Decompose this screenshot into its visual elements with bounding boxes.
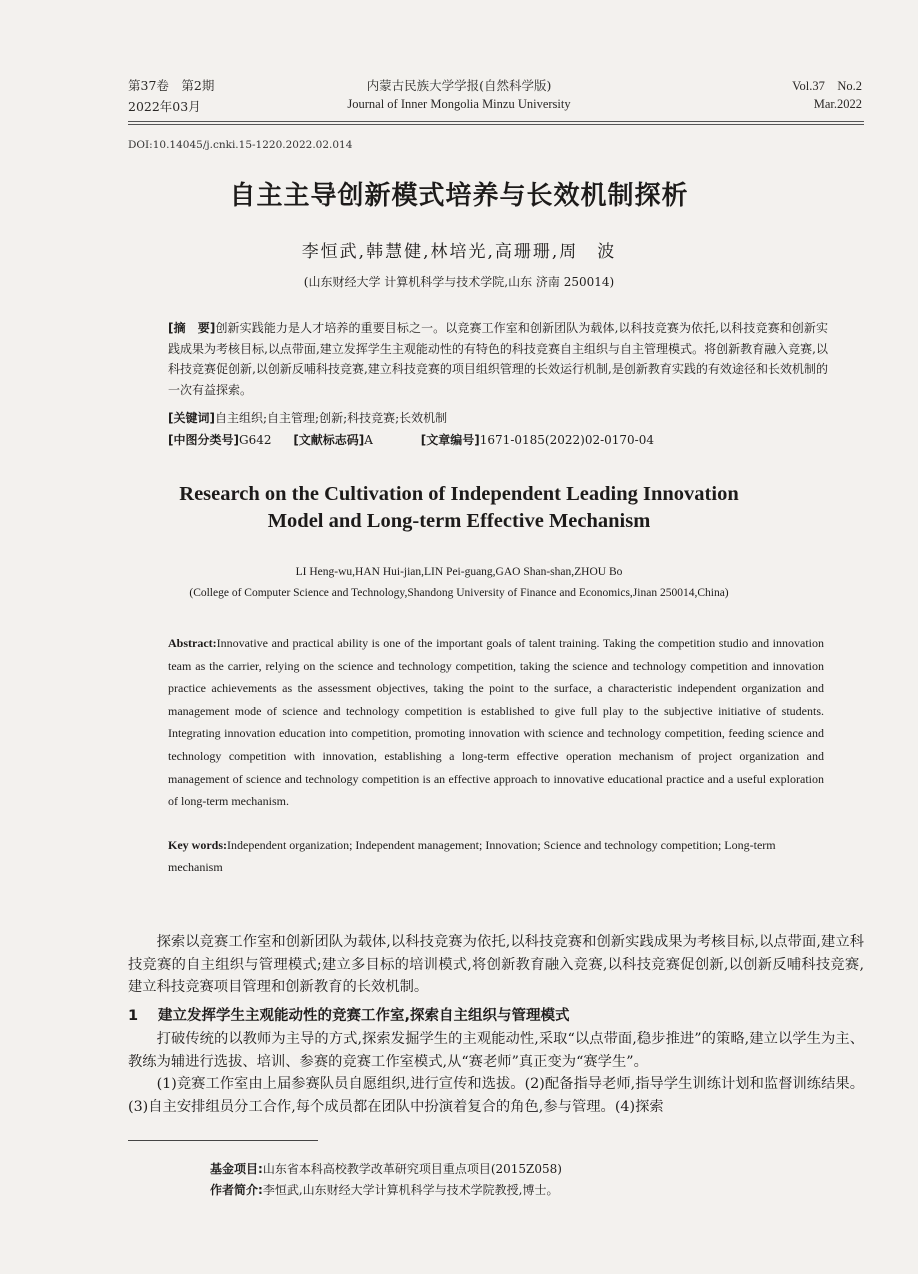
keywords-en-text: Independent organization; Independent management; Innovation; Science and technology competition; Long-term mechanism [168,838,776,874]
keywords-cn-text: 自主组织;自主管理;创新;科技竞赛;长效机制 [214,411,448,425]
header-rule-top [128,121,864,122]
section-title: 建立发挥学生主观能动性的竞赛工作室,探索自主组织与管理模式 [158,1008,570,1024]
title-en-line1: Research on the Cultivation of Independent Leading Innovation [179,483,739,505]
author-bio-label: 作者简介: [210,1183,263,1197]
keywords-en-label: Key words: [168,838,227,852]
header-volume-en: Vol.37 No.2 [792,79,862,93]
paragraph-1: 打破传统的以教师为主导的方式,探索发掘学生的主观能动性,采取“以点带面,稳步推进”的策略,建立以学生为主、教练为辅进行选拔、培训、参赛的竞赛工作室模式,从“赛老师”真正变为“赛学生”。 [128,1031,864,1070]
classification-row [168,431,654,448]
header-rule-bottom [128,124,864,125]
header-date-en: Mar.2022 [813,97,862,111]
abstract-en [168,632,824,813]
abstract-cn-text: 创新实践能力是人才培养的重要目标之一。以竞赛工作室和创新团队为载体,以科技竞赛为依托,以科技竞赛和创新实践成果为考核目标,以点带面,建立发挥学生主观能动性的有特色的科技竞赛自主组织与自主管理模式。将创新教育融入竞赛,以科技竞赛促创新,以创新反哺科技竞赛,建立科技竞赛的项目组织管理的长效运行机制,是创新教育实践的有效途径和长效机制的一次有益探索。 [168,321,828,397]
paragraph-2: (1)竞赛工作室由上届参赛队员自愿组织,进行宣传和选拔。(2)配备指导老师,指导学生训练计划和监督训练结果。(3)自主安排组员分工合作,每个成员都在团队中扮演着复合的角色,参与管理。(4)探索 [128,1076,864,1115]
authors-cn: 李恒武,韩慧健,林培光,高珊珊,周 波 [301,242,617,262]
fund-text: 山东省本科高校教学改革研究项目重点项目(2015Z058) [262,1162,562,1176]
intro-paragraph: 探索以竞赛工作室和创新团队为载体,以科技竞赛为依托,以科技竞赛和创新实践成果为考核目标,以点带面,建立科技竞赛的自主组织与管理模式;建立多目标的培训模式,将创新教育融入竞赛,以科技竞赛促创新,以创新反哺科技竞赛,建立科技竞赛项目管理和创新教育的长效机制。 [128,934,864,995]
footnote-rule [128,1140,318,1141]
abstract-cn [168,318,828,400]
doc-code-label: [文献标志码] [293,433,365,447]
article-no-label: [文章编号] [420,433,480,447]
affiliation-en: (College of Computer Science and Technology,Shandong University of Finance and Economics,Jinan 250014,China) [189,587,729,599]
header-volume-cn: 第37卷 第2期 [128,78,215,93]
authors-en: LI Heng-wu,HAN Hui-jian,LIN Pei-guang,GAO Shan-shan,ZHOU Bo [295,566,623,578]
section-number: 1 [128,1008,139,1024]
body-section-1 [128,1028,864,1118]
doc-code-value: A [364,433,373,447]
section-heading-1 [128,1004,570,1025]
header-journal-en: Journal of Inner Mongolia Minzu University [347,97,571,111]
abstract-cn-label: [摘 要] [168,321,216,335]
article-no-value: 1671-0185(2022)02-0170-04 [479,433,655,447]
footnote-author [210,1181,558,1198]
body-intro [128,931,864,999]
keywords-en [168,834,824,878]
header-date-cn: 2022年03月 [128,99,201,114]
fund-label: 基金项目: [210,1162,263,1176]
doi: DOI:10.14045/j.cnki.15-1220.2022.02.014 [128,139,353,151]
keywords-cn-label: [关键词] [168,411,215,425]
author-bio-text: 李恒武,山东财经大学计算机科学与技术学院教授,博士。 [262,1183,559,1197]
title-en-line2: Model and Long-term Effective Mechanism [267,510,651,532]
footnote-fund [210,1160,562,1177]
keywords-cn [168,409,447,426]
abstract-en-label: Abstract: [168,636,217,650]
title-cn: 自主主导创新模式培养与长效机制探析 [229,181,689,211]
affiliation-cn: (山东财经大学 计算机科学与技术学院,山东 济南 250014) [303,275,615,289]
title-en [0,481,918,535]
header-journal-cn: 内蒙古民族大学学报(自然科学版) [366,78,552,93]
abstract-en-text: Innovative and practical ability is one of the important goals of talent training. Taking the competition studio and innovation team as the carrier, relying on the science and technology competition, taking the science and technology competition and innovation practice achievements as the assessment objectives, taking the point to the surface, a characteristic independent organization and management mode of science and technology competition is established to give full play to the subjective initiative of students. Integrating innovation education into competition, promoting innovation with science and technology competition, feeding science and technology competition with innovation, establishing a long-term effective operation mechanism of project organization and management of science and technology competition is an effective approach to innovative educational practice and a useful exploration of long-term mechanism. [168,636,824,809]
clc-label: [中图分类号] [168,433,239,447]
clc-value: G642 [238,433,272,447]
